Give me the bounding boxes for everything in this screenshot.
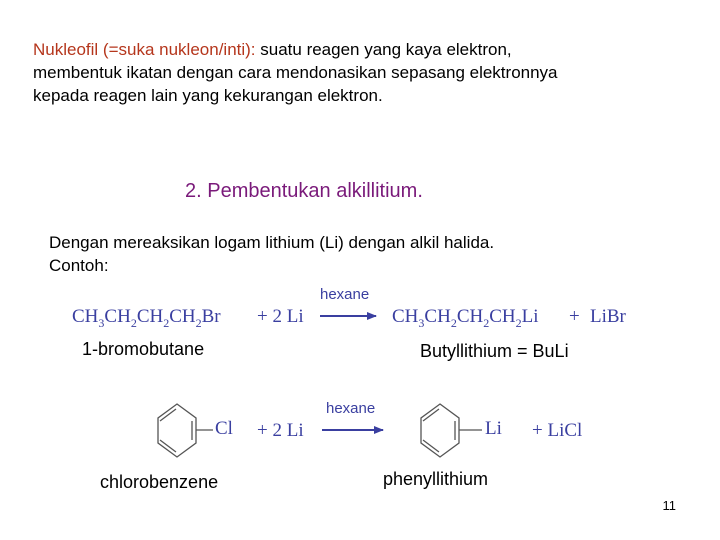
description-line2: Contoh: (49, 256, 109, 275)
reactant-name-1-bromobutane: 1-bromobutane (82, 339, 205, 359)
substituent-lithium: Li (485, 418, 502, 439)
reactant-name-chlorobenzene: chlorobenzene (100, 472, 219, 492)
benzene-ring-chlorobenzene (158, 404, 196, 457)
byproduct-licl: + LiCl (532, 420, 583, 441)
reagent-lithium-2: + 2 Li (257, 420, 304, 441)
intro-definition-line3: kepada reagen lain yang kekurangan elektron. (33, 86, 383, 105)
intro-definition-line1: suatu reagen yang kaya elektron, (255, 40, 512, 59)
page-number: 11 (662, 498, 676, 513)
product-formula-butyllithium: $CH_3CH_2CH_2CH_2Li$ (392, 306, 539, 330)
condition-hexane-1: hexane (320, 286, 370, 303)
section-heading: 2. Pembentukan alkillitium. (185, 180, 423, 202)
plus-sign-1: + (569, 306, 580, 327)
product-name-butyllithium: Butyllithium = BuLi (420, 341, 569, 361)
product-name-phenyllithium: phenyllithium (383, 469, 489, 489)
reagent-lithium-1: + 2 Li (257, 306, 304, 327)
reactant-formula-1-bromobutane: $CH_3CH_2CH_2CH_2Br$ (72, 306, 221, 330)
intro-definition-line2: membentuk ikatan dengan cara mendonasikan sepasang elektronnya (33, 63, 558, 82)
nucleophile-term: Nukleofil (=suka nukleon/inti): (33, 40, 256, 59)
description-line1: Dengan mereaksikan logam lithium (Li) dengan alkil halida. (49, 233, 495, 252)
condition-hexane-2: hexane (326, 400, 376, 417)
benzene-ring-phenyllithium (421, 404, 459, 457)
substituent-chlorine: Cl (215, 418, 233, 439)
byproduct-libr: LiBr (590, 306, 626, 327)
